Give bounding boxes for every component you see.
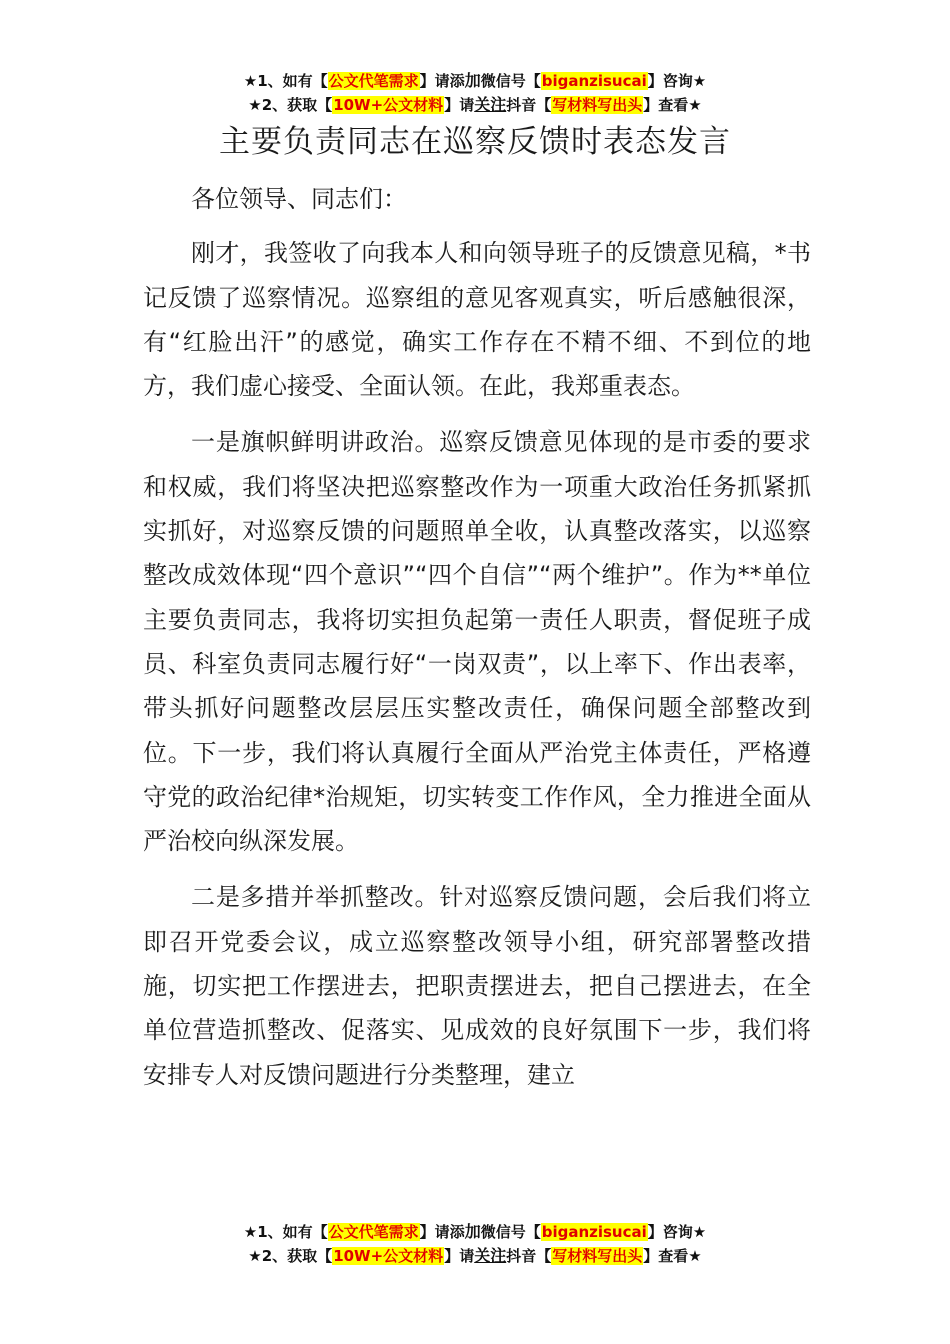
paragraph-1: 刚才，我签收了向我本人和向领导班子的反馈意见稿，*书记反馈了巡察情况。巡察组的意见客观真实，听后感触很深，有“红脸出汗”的感觉，确实工作存在不精不细、不到位的地方，我们虚心接受、全面认领。在此，我郑重表态。 [143,239,811,401]
banner-text: 】请 [444,1247,475,1265]
banner-text: 微信号【 [480,72,541,90]
paragraph-2: 一是旗帜鲜明讲政治。巡察反馈意见体现的是市委的要求和权威，我们将坚决把巡察整改作为一项重大政治任务抓紧抓实抓好，对巡察反馈的问题照单全收，认真整改落实，以巡察整改成效体现“四个意识”“四个自信”“两个维护”。作为**单位主要负责同志，我将切实担负起第一责任人职责，督促班子成员、科室负责同志履行好“一岗双责”，以上率下、作出表率，带头抓好问题整改层层压实整改责任，确保问题全部整改到位。下一步，我们将认真履行全面从严治党主体责任，严格遵守党的政治纪律*治规矩，切实转变工作作风，全力推进全面从严治校向纵深发展。 [143,428,811,856]
banner-text: 】查看★ [643,1247,702,1265]
highlight-douyin: 写材料写出头 [552,96,643,114]
highlight-wechat-id: biganzisucai [541,72,647,90]
highlight-wechat-id: biganzisucai [541,1223,647,1241]
highlight-service: 公文代笔需求 [328,72,419,90]
banner-line-2 [0,93,950,117]
highlight-materials: 10W+公文材料 [333,96,444,114]
banner-text: ★1、如有【 [243,72,328,90]
banner-text: 】请添 [419,1223,465,1241]
highlight-service: 公文代笔需求 [328,1223,419,1241]
banner-text: 】查看★ [643,96,702,114]
banner-emphasis: 加 [464,1222,481,1241]
banner-text: 】咨询★ [647,72,707,90]
banner-text: 抖音【 [506,1247,552,1265]
banner-text: ★2、获取【 [248,1247,333,1265]
banner-line-1 [0,1220,950,1244]
salutation: 各位领导、同志们： [191,185,407,213]
banner-text: 抖音【 [506,96,552,114]
banner-line-1 [0,69,950,93]
highlight-materials: 10W+公文材料 [333,1247,444,1265]
banner-emphasis: 关注 [474,1246,507,1265]
document-body [143,177,811,1097]
paragraph-3: 二是多措并举抓整改。针对巡察反馈问题，会后我们将立即召开党委会议，成立巡察整改领导小组，研究部署整改措施，切实把工作摆进去，把职责摆进去，把自己摆进去，在全单位营造抓整改、促落实、见成效的良好氛围下一步，我们将安排专人对反馈问题进行分类整理，建立 [143,883,811,1089]
footer-banner [0,1220,950,1268]
banner-text: 】请 [444,96,475,114]
highlight-douyin: 写材料写出头 [552,1247,643,1265]
banner-text: ★2、获取【 [248,96,333,114]
banner-emphasis: 关注 [474,95,507,114]
banner-text: 】请添 [419,72,465,90]
banner-text: 微信号【 [480,1223,541,1241]
banner-line-2 [0,1244,950,1268]
banner-text: 】咨询★ [647,1223,707,1241]
document-title: 主要负责同志在巡察反馈时表态发言 [219,124,731,160]
banner-emphasis: 加 [464,71,481,90]
header-banner [0,69,950,117]
banner-text: ★1、如有【 [243,1223,328,1241]
